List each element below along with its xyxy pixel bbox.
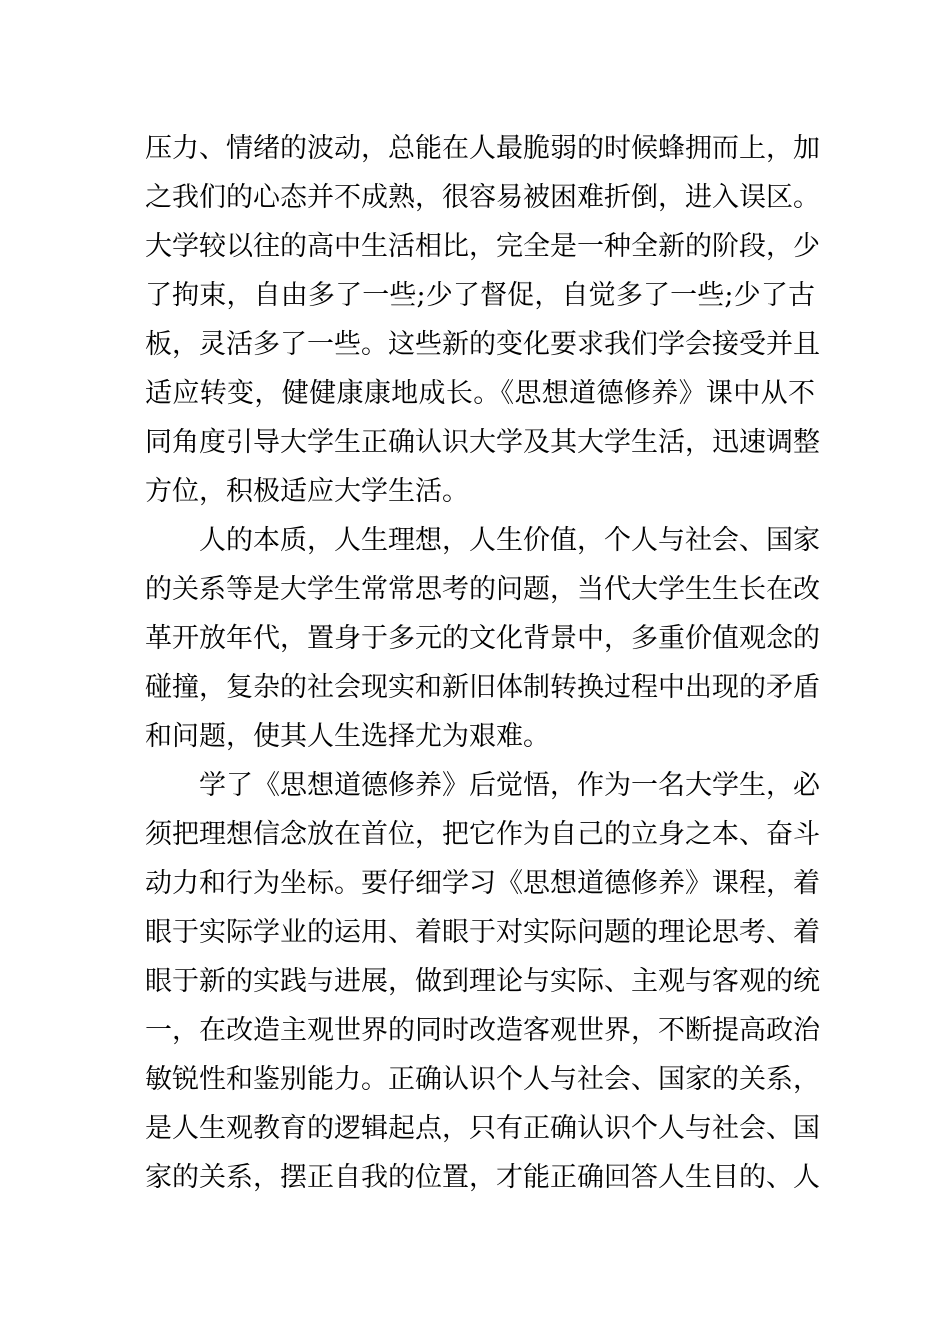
paragraph-line: 须把理想信念放在首位，把它作为自己的立身之本、奋斗 bbox=[145, 819, 820, 850]
paragraph-2 bbox=[145, 516, 820, 761]
paragraph-line: 革开放年代，置身于多元的文化背景中，多重价值观念的 bbox=[145, 623, 820, 654]
paragraph-line: 家的关系，摆正自我的位置，才能正确回答人生目的、人 bbox=[145, 1162, 820, 1193]
paragraph-line: 是人生观教育的逻辑起点，只有正确认识个人与社会、国 bbox=[145, 1113, 820, 1144]
paragraph-line: 压力、情绪的波动，总能在人最脆弱的时候蜂拥而上，加 bbox=[145, 133, 820, 164]
paragraph-line: 板，灵活多了一些。这些新的变化要求我们学会接受并且 bbox=[145, 329, 820, 360]
paragraph-line: 之我们的心态并不成熟，很容易被困难折倒，进入误区。 bbox=[145, 182, 820, 213]
document-body bbox=[145, 124, 820, 1202]
paragraph-1 bbox=[145, 124, 820, 516]
paragraph-line: 的关系等是大学生常常思考的问题，当代大学生生长在改 bbox=[145, 574, 820, 605]
paragraph-line: 学了《思想道德修养》后觉悟，作为一名大学生，必 bbox=[199, 770, 820, 801]
paragraph-line: 动力和行为坐标。要仔细学习《思想道德修养》课程，着 bbox=[145, 868, 820, 899]
paragraph-line: 碰撞，复杂的社会现实和新旧体制转换过程中出现的矛盾 bbox=[145, 672, 820, 703]
paragraph-line: 方位，积极适应大学生活。 bbox=[145, 476, 469, 507]
paragraph-line: 了拘束，自由多了一些;少了督促，自觉多了一些;少了古 bbox=[145, 280, 815, 311]
paragraph-line: 大学较以往的高中生活相比，完全是一种全新的阶段，少 bbox=[145, 231, 820, 262]
paragraph-line: 眼于实际学业的运用、着眼于对实际问题的理论思考、着 bbox=[145, 917, 820, 948]
paragraph-line: 敏锐性和鉴别能力。正确认识个人与社会、国家的关系， bbox=[145, 1064, 820, 1095]
paragraph-3 bbox=[145, 761, 820, 1202]
paragraph-line: 人的本质，人生理想，人生价值，个人与社会、国家 bbox=[199, 525, 820, 556]
paragraph-line: 一，在改造主观世界的同时改造客观世界，不断提高政治 bbox=[145, 1015, 820, 1046]
paragraph-line: 眼于新的实践与进展，做到理论与实际、主观与客观的统 bbox=[145, 966, 820, 997]
paragraph-line: 和问题，使其人生选择尤为艰难。 bbox=[145, 721, 550, 752]
paragraph-line: 适应转变，健健康康地成长。《思想道德修养》课中从不 bbox=[145, 378, 815, 409]
paragraph-line: 同角度引导大学生正确认识大学及其大学生活，迅速调整 bbox=[145, 427, 820, 458]
